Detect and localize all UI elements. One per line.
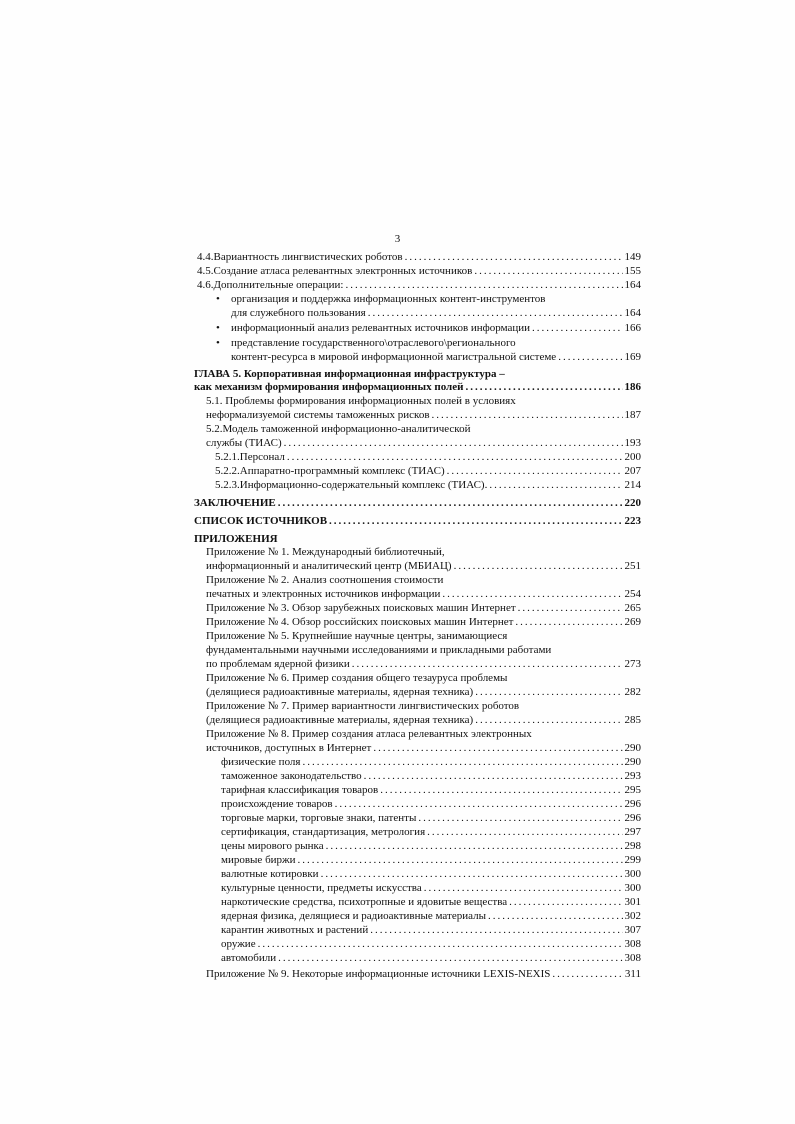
toc-entry-title: контент-ресурса в мировой информационной магистральной системе (231, 351, 557, 363)
dot-leader (488, 910, 623, 923)
toc-entry-page: 293 (624, 770, 641, 782)
toc-entry (206, 437, 641, 450)
toc-entry-page: 296 (624, 798, 641, 810)
toc-entry (194, 515, 641, 528)
toc-entry-page: 214 (624, 479, 641, 491)
toc-entry-page: 220 (624, 497, 641, 509)
dot-leader (352, 658, 623, 671)
toc-entry (206, 968, 641, 981)
toc-entry-line: Приложение № 8. Пример создания атласа релевантных электронных (206, 728, 532, 740)
dot-leader (454, 560, 623, 573)
dot-leader (335, 798, 623, 811)
toc-entry-title: печатных и электронных источников информации (206, 588, 441, 600)
dot-leader (368, 307, 623, 320)
toc-entry-page: 285 (624, 714, 641, 726)
dot-leader (509, 896, 622, 909)
toc-entry-title: 4.4.Вариантность лингвистических роботов (197, 251, 403, 263)
toc-entry-page: 290 (624, 742, 641, 754)
toc-entry-title: ядерная физика, делящиеся и радиоактивные материалы (221, 910, 486, 922)
toc-entry (206, 686, 641, 699)
dot-leader (278, 497, 623, 510)
toc-entry-line: 5.1. Проблемы формирования информационных полей в условиях (206, 395, 516, 407)
toc-entry-page: 169 (624, 351, 641, 363)
toc-entry (206, 616, 641, 629)
dot-leader (278, 952, 622, 965)
dot-leader (345, 279, 622, 292)
toc-entry (215, 479, 641, 492)
toc-entry-page: 155 (624, 265, 641, 277)
toc-entry-page: 301 (624, 896, 641, 908)
toc-entry-page: 302 (624, 910, 641, 922)
toc-entry-page: 265 (624, 602, 641, 614)
toc-entry-page: 311 (624, 968, 641, 980)
toc-entry-page: 297 (624, 826, 641, 838)
dot-leader (515, 616, 622, 629)
toc-entry (206, 742, 641, 755)
toc-entry (231, 307, 641, 320)
toc-entry-title: сертификация, стандартизация, метрология (221, 826, 426, 838)
toc-entry-page: 187 (624, 409, 641, 421)
dot-leader (432, 409, 623, 422)
toc-entry-page: 307 (624, 924, 641, 936)
toc-entry-line: 5.2.Модель таможенной информационно-аналитической (206, 423, 471, 435)
toc-entry-title: автомобили (221, 952, 277, 964)
toc-entry-page: 149 (624, 251, 641, 263)
toc-entry-title: культурные ценности, предметы искусства (221, 882, 422, 894)
toc-entry-page: 273 (624, 658, 641, 670)
toc-entry-page: 164 (624, 279, 641, 291)
toc-entry (197, 265, 641, 278)
toc-entry-page: 296 (624, 812, 641, 824)
toc-entry-line: Приложение № 6. Пример создания общего тезауруса проблемы (206, 672, 508, 684)
page-number: 3 (394, 233, 401, 245)
toc-entry (221, 910, 641, 923)
toc-entry-title: информационный и аналитический центр (МБИАЦ) (206, 560, 452, 572)
toc-entry (194, 497, 641, 510)
toc-entry-title: 5.2.1.Персонал (215, 451, 285, 463)
toc-entry-line: фундаментальными научными исследованиями и прикладными работами (206, 644, 552, 656)
toc-entry-title: 5.2.3.Информационно-содержательный комплекс (ТИАС). (215, 479, 488, 491)
toc-entry-title: Приложение № 3. Обзор зарубежных поисковых машин Интернет (206, 602, 516, 614)
toc-entry (221, 826, 641, 839)
dot-leader (321, 868, 623, 881)
toc-entry-title: СПИСОК ИСТОЧНИКОВ (194, 515, 328, 527)
toc-entry-line: • представление государственного\отраслевого\регионального (231, 337, 516, 350)
toc-entry (221, 854, 641, 867)
toc-entry (206, 409, 641, 422)
toc-entry (221, 840, 641, 853)
toc-entry-title: таможенное законодательство (221, 770, 362, 782)
dot-leader (287, 451, 623, 464)
toc-entry-page: 298 (624, 840, 641, 852)
toc-entry (221, 756, 641, 769)
dot-leader (475, 714, 622, 727)
toc-entry-line: • организация и поддержка информационных контент-инструментов (231, 293, 545, 306)
toc-entry (221, 784, 641, 797)
toc-entry (194, 381, 641, 394)
toc-entry (206, 588, 641, 601)
dot-leader (298, 854, 623, 867)
dot-leader (532, 322, 622, 335)
dot-leader (465, 381, 622, 394)
toc-entry-title: Приложение № 4. Обзор российских поисковых машин Интернет (206, 616, 514, 628)
toc-entry-title: цены мирового рынка (221, 840, 324, 852)
toc-entry-title: источников, доступных в Интернет (206, 742, 372, 754)
dot-leader (475, 686, 622, 699)
toc-entry-title: (делящиеся радиоактивные материалы, ядерная техника) (206, 686, 474, 698)
toc-entry-page: 300 (624, 882, 641, 894)
dot-leader (284, 437, 623, 450)
dot-leader (518, 602, 623, 615)
toc-entry-title: наркотические средства, психотропные и ядовитые вещества (221, 896, 508, 908)
toc-entry (206, 560, 641, 573)
dot-leader (380, 784, 622, 797)
dot-leader (474, 265, 622, 278)
toc-entry (197, 279, 641, 292)
toc-entry-line: Приложение № 5. Крупнейшие научные центры, занимающиеся (206, 630, 508, 642)
dot-leader (552, 968, 623, 981)
toc-heading: ПРИЛОЖЕНИЯ (194, 533, 278, 545)
dot-leader (326, 840, 623, 853)
toc-entry-title: торговые марки, торговые знаки, патенты (221, 812, 417, 824)
dot-leader (424, 882, 623, 895)
dot-leader (418, 812, 622, 825)
toc-entry (221, 896, 641, 909)
toc-entry-page: 300 (624, 868, 641, 880)
dot-leader (405, 251, 623, 264)
toc-entry-title: 4.5.Создание атласа релевантных электронных источников (197, 265, 473, 277)
toc-entry-title: • информационный анализ релевантных источников информации (231, 322, 531, 334)
toc-entry (221, 812, 641, 825)
dot-leader (447, 465, 623, 478)
toc-entry-page: 193 (624, 437, 641, 449)
toc-entry-title: (делящиеся радиоактивные материалы, ядерная техника) (206, 714, 474, 726)
toc-entry (206, 658, 641, 671)
dot-leader (370, 924, 622, 937)
toc-entry-title: валютные котировки (221, 868, 319, 880)
toc-entry (231, 351, 641, 364)
dot-leader (427, 826, 622, 839)
toc-entry-page: 207 (624, 465, 641, 477)
dot-leader (329, 515, 622, 528)
toc-entry (197, 251, 641, 264)
dot-leader (302, 756, 622, 769)
toc-entry (231, 322, 641, 335)
toc-entry-page: 200 (624, 451, 641, 463)
toc-entry-title: оружие (221, 938, 256, 950)
toc-entry-page: 186 (624, 381, 641, 393)
toc-entry-page: 308 (624, 952, 641, 964)
toc-entry (215, 451, 641, 464)
toc-entry (215, 465, 641, 478)
toc-entry-page: 282 (624, 686, 641, 698)
toc-entry (221, 938, 641, 951)
toc-entry-title: по проблемам ядерной физики (206, 658, 350, 670)
toc-entry-page: 166 (624, 322, 641, 334)
toc-entry (221, 882, 641, 895)
toc-entry-title: происхождение товаров (221, 798, 333, 810)
toc-heading: ГЛАВА 5. Корпоративная информационная инфраструктура – (194, 368, 505, 380)
dot-leader (364, 770, 623, 783)
toc-entry (206, 602, 641, 615)
toc-entry-page: 290 (624, 756, 641, 768)
dot-leader (258, 938, 623, 951)
toc-entry (221, 924, 641, 937)
toc-entry-title: службы (ТИАС) (206, 437, 282, 449)
toc-entry (221, 952, 641, 965)
toc-entry-line: Приложение № 2. Анализ соотношения стоимости (206, 574, 444, 586)
toc-entry-title: карантин животных и растений (221, 924, 369, 936)
toc-entry-title: ЗАКЛЮЧЕНИЕ (194, 497, 276, 509)
toc-entry-title: для служебного пользования (231, 307, 366, 319)
dot-leader (558, 351, 622, 364)
toc-entry-title: 5.2.2.Аппаратно-программный комплекс (ТИАС) (215, 465, 445, 477)
toc-entry-page: 164 (624, 307, 641, 319)
toc-entry-page: 223 (624, 515, 641, 527)
toc-entry (221, 798, 641, 811)
dot-leader (442, 588, 622, 601)
toc-entry-title: физические поля (221, 756, 301, 768)
toc-entry-title: как механизм формирования информационных полей (194, 381, 464, 393)
toc-entry-title: мировые биржи (221, 854, 296, 866)
toc-entry (221, 770, 641, 783)
toc-entry (206, 714, 641, 727)
toc-entry-page: 269 (624, 616, 641, 628)
toc-entry-page: 254 (624, 588, 641, 600)
toc-entry-title: 4.6.Дополнительные операции: (197, 279, 344, 291)
dot-leader (373, 742, 622, 755)
toc-entry-page: 299 (624, 854, 641, 866)
toc-entry-line: Приложение № 7. Пример вариантности лингвистических роботов (206, 700, 520, 712)
toc-entry-title: Приложение № 9. Некоторые информационные источники LEXIS-NEXIS (206, 968, 551, 980)
dot-leader (489, 479, 622, 492)
toc-entry-title: тарифная классификация товаров (221, 784, 379, 796)
toc-entry-page: 295 (624, 784, 641, 796)
toc-entry-page: 251 (624, 560, 641, 572)
toc-entry (221, 868, 641, 881)
toc-entry-line: Приложение № 1. Международный библиотечный, (206, 546, 445, 558)
toc-entry-title: неформализуемой системы таможенных рисков (206, 409, 430, 421)
toc-entry-page: 308 (624, 938, 641, 950)
